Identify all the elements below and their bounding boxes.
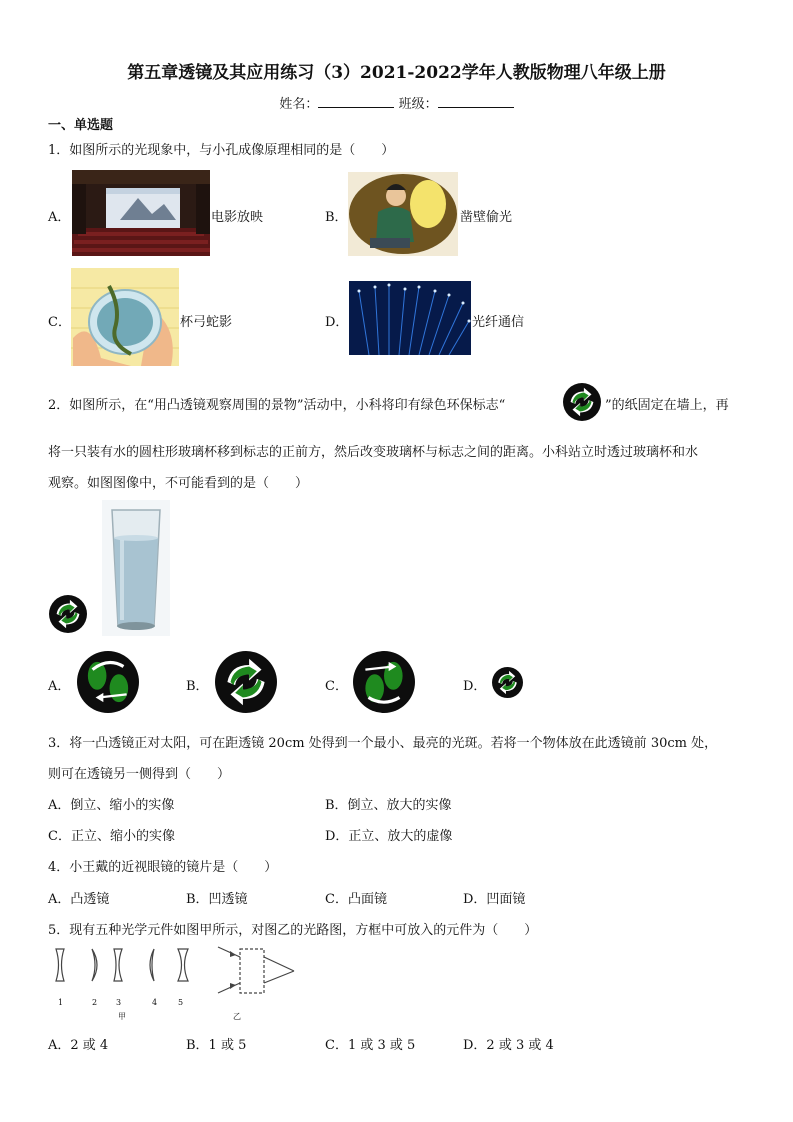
class-blank[interactable] bbox=[438, 96, 514, 108]
q2-line1a: 2．如图所示，在“用凸透镜观察周围的景物”活动中，小科将印有绿色环保标志“ bbox=[48, 398, 506, 413]
page-title: 第五章透镜及其应用练习（3）2021-2022学年人教版物理八年级上册 bbox=[127, 63, 666, 83]
q4-stem: 4．小王戴的近视眼镜的镜片是（ ） bbox=[48, 860, 278, 875]
q2-option-d-letter: D． bbox=[463, 679, 487, 694]
lens-5-concave bbox=[178, 949, 188, 981]
q1-option-b-text: 凿壁偷光 bbox=[460, 210, 513, 225]
lens-2-meniscus bbox=[92, 949, 97, 981]
q1-option-c-text: 杯弓蛇影 bbox=[180, 315, 233, 330]
name-label: 姓名： bbox=[279, 97, 319, 112]
lens-3-concave bbox=[114, 949, 122, 981]
q3-option-d: D．正立、放大的虚像 bbox=[325, 829, 453, 844]
q5-option-d: D．2 或 3 或 4 bbox=[463, 1038, 554, 1053]
q2-line3: 观察。如图图像中，不可能看到的是（ ） bbox=[48, 476, 309, 491]
optics-figure bbox=[50, 943, 300, 1025]
cinema-image bbox=[72, 170, 210, 256]
option-a-symbol bbox=[77, 651, 139, 713]
q3-line2: 则可在透镜另一侧得到（ ） bbox=[48, 767, 231, 782]
q1-option-a-text: 电影放映 bbox=[211, 210, 264, 225]
fig-label-3: 3 bbox=[116, 998, 122, 1007]
q3-line1: 3．将一凸透镜正对太阳，可在距透镜 20cm 处得到一个最小、最亮的光斑。若将一个物体放在此透镜前 30cm 处， bbox=[48, 736, 718, 751]
q3-option-c: C．正立、缩小的实像 bbox=[48, 829, 175, 844]
q5-stem: 5．现有五种光学元件如图甲所示，对图乙的光路图，方框中可放入的元件为（ ） bbox=[48, 923, 538, 938]
chisel-wall-image bbox=[348, 172, 458, 256]
option-c-symbol bbox=[353, 651, 415, 713]
recycle-symbol-original bbox=[49, 595, 87, 633]
q3-option-b: B．倒立、放大的实像 bbox=[325, 798, 452, 813]
class-label: 班级： bbox=[398, 97, 438, 112]
name-blank[interactable] bbox=[318, 96, 394, 108]
fig-label-2: 2 bbox=[92, 998, 98, 1007]
fig-label-4: 4 bbox=[152, 998, 158, 1007]
q5-option-b: B．1 或 5 bbox=[186, 1038, 247, 1053]
option-b-symbol bbox=[215, 651, 277, 713]
recycle-symbol-inline bbox=[563, 383, 601, 421]
q4-option-a: A．凸透镜 bbox=[48, 892, 110, 907]
q1-stem: 1．如图所示的光现象中，与小孔成像原理相同的是（ ） bbox=[48, 143, 395, 158]
optics-box bbox=[240, 949, 264, 993]
cup-snake-image bbox=[71, 268, 179, 366]
q2-option-a-letter: A． bbox=[48, 679, 71, 694]
q1-option-d-letter: D． bbox=[325, 315, 349, 330]
q5-option-c: C．1 或 3 或 5 bbox=[325, 1038, 416, 1053]
q2-line1b: ”的纸固定在墙上，再 bbox=[605, 398, 729, 413]
lens-4-meniscus bbox=[150, 949, 154, 981]
q3-option-a: A．倒立、缩小的实像 bbox=[48, 798, 175, 813]
q1-option-a-letter: A． bbox=[48, 210, 71, 225]
q1-option-b-letter: B． bbox=[325, 210, 348, 225]
q1-option-c-letter: C． bbox=[48, 315, 71, 330]
q1-option-d-text: 光纤通信 bbox=[472, 315, 525, 330]
q4-option-b: B．凹透镜 bbox=[186, 892, 248, 907]
q2-option-c-letter: C． bbox=[325, 679, 348, 694]
fig-label-jia: 甲 bbox=[118, 1012, 126, 1021]
water-glass-image bbox=[102, 500, 170, 636]
q4-option-c: C．凸面镜 bbox=[325, 892, 387, 907]
q4-option-d: D．凹面镜 bbox=[463, 892, 526, 907]
optical-fiber-image bbox=[349, 281, 471, 355]
section-heading: 一、单选题 bbox=[48, 118, 114, 133]
fig-label-5: 5 bbox=[178, 998, 184, 1007]
q5-option-a: A．2 或 4 bbox=[48, 1038, 109, 1053]
option-d-symbol bbox=[492, 667, 523, 698]
lens-1-concave bbox=[56, 949, 64, 981]
student-info bbox=[0, 93, 793, 112]
q2-option-b-letter: B． bbox=[186, 679, 209, 694]
fig-label-1: 1 bbox=[58, 998, 64, 1007]
fig-label-yi: 乙 bbox=[233, 1012, 241, 1021]
q2-line2: 将一只装有水的圆柱形玻璃杯移到标志的正前方，然后改变玻璃杯与标志之间的距离。小科站立时透过玻璃杯和水 bbox=[48, 445, 699, 460]
